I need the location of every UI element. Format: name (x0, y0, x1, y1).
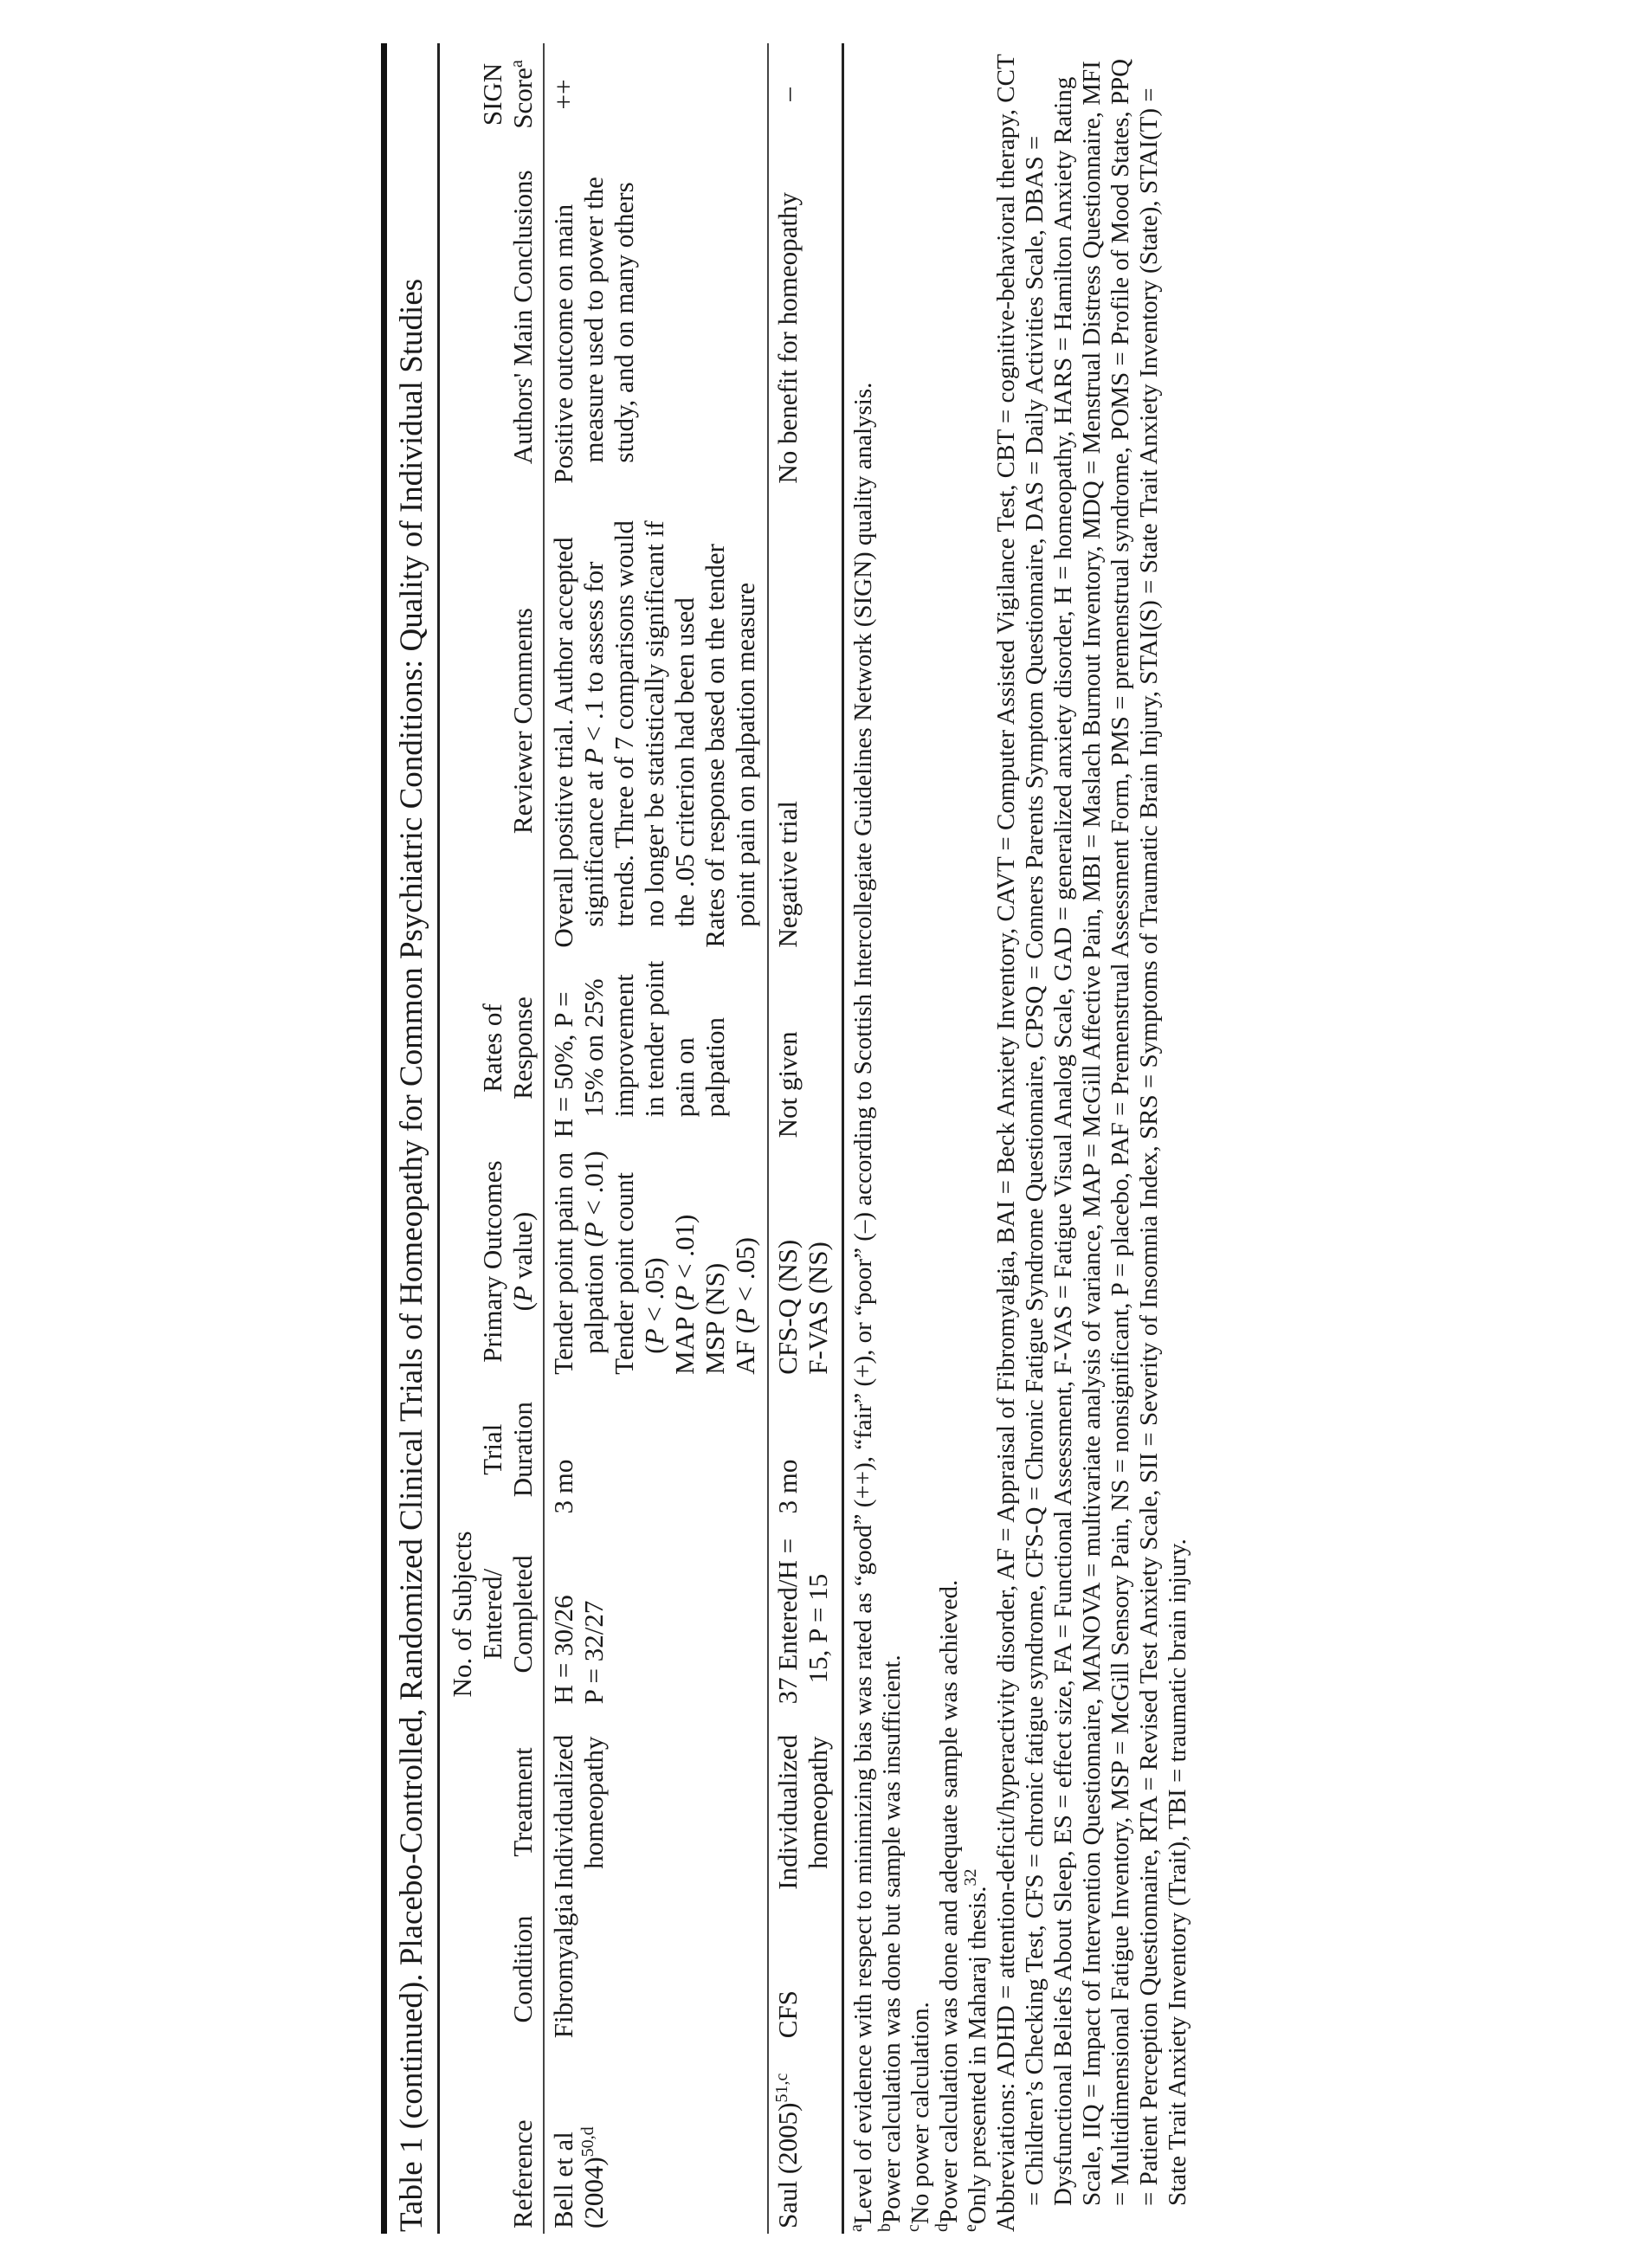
header-row (440, 43, 543, 2234)
studies-table (440, 43, 842, 2234)
table-title: Table 1 (continued). Placebo-Controlled, Randomized Clinical Trials of Homeopathy for Common Psychiatric Conditions: Quality of Individual Studies (394, 278, 429, 2232)
col-response: Rates of Response (477, 997, 538, 1100)
table-row (545, 43, 767, 2234)
cell-response: H = 50%, P = 15% on 25% improvement in tender point pain on palpation (548, 960, 730, 1138)
table-row (769, 43, 842, 2234)
col-outcomes: Primary Outcomes (P value) (477, 1160, 538, 1363)
cell-subjects: 37 Entered/H = 15, P = 15 (772, 1538, 833, 1705)
cell-conclusions: No benefit for homeopathy (772, 192, 803, 484)
cell-sign: – (772, 87, 803, 101)
cell-outcomes: Tender point pain on palpation (P < .01) Tender point count (P < .05) MAP (P < .01) MSP (NS) AF (P < .05) (548, 1151, 760, 1375)
cell-condition: CFS (772, 1990, 803, 2039)
col-reference: Reference (507, 2119, 538, 2228)
abbreviations: Abbreviations: ADHD = attention-deficit/hyperactivity disorder, AF = Appraisal of Fibromyalgia, BAI = Beck Anxiety Inventory, CAVT = Computer Assisted Vigilance Test, CBT = cognitive-behavioral therapy, CCT = Children’s Checking Test, CFS = chronic fatigue syndrome, CFS-Q = Chronic Fatigue Syndrome Questionnaire, CPSQ = Conners Parents Symptom Questionnaire, DAS = Daily Activities Scale, DBAS = Dysfunctional Beliefs About Sleep, ES = effect size, FA = Functional Assessment, F-VAS = Fatigue Visual Analog Scale, GAD = generalized anxiety disorder, H = homeopathy, HARS = Hamilton Anxiety Rating Scale, IIQ = Impact of Intervention Questionnaire, MANOVA = multivariate analysis of variance, MAP = McGill Affective Pain, MBI = Maslach Burnout Inventory, MDQ = Menstrual Distress Questionnaire, MFI = Multidimensional Fatigue Inventory, MSP = McGill Sensory Pain, NS = nonsignificant, P = placebo, PAF = Premenstrual Assessment Form, PMS = premenstrual syndrome, POMS = Profile of Mood States, PPQ = Patient Perception Questionnaire, RTA = Revised Test Anxiety Scale, SII = Severity of Insomnia Index, SRS = Symptoms of Traumatic Brain Injury, STAI(S) = State Trait Anxiety Inventory (State), STAI(T) = State Trait Anxiety Inventory (Trait), TBI = traumatic brain injury. (992, 54, 1191, 2232)
col-condition: Condition (507, 1915, 538, 2023)
cell-treatment: Individualized homeopathy (548, 1734, 609, 1890)
cell-sign: ++ (548, 79, 578, 110)
cell-subjects: H = 30/26 P = 32/27 (548, 1595, 609, 1705)
cell-reference: Bell et al $(2004)^{50,d}$ (548, 2126, 609, 2228)
footnote-c: $^c$No power calculation. (904, 2002, 934, 2232)
cell-comments: Overall positive trial. Author accepted significance at P < .1 to assess for trends. Three of 7 comparisons would no longer be statistically significant if the .05 criterion had been used Rates of response based on the tender point pain on palpation measure (548, 520, 760, 948)
cell-reference: Saul $(2005)^{51,c}$ (772, 2073, 803, 2228)
cell-outcomes: CFS-Q (NS) F-VAS (NS) (772, 1239, 833, 1375)
col-subjects: No. of Subjects Entered/ Completed (447, 1531, 538, 1698)
col-treatment: Treatment (507, 1747, 538, 1857)
footnote-a: $^a$Level of evidence with respect to minimizing bias was rated as “good” (++), “fair” (+), or “poor” (–) according to Scottish Intercollegiate Guidelines Network (SIGN) quality analysis. (847, 382, 877, 2232)
cell-condition: Fibromyalgia (548, 1893, 578, 2039)
cell-treatment: Individualized homeopathy (772, 1734, 833, 1890)
col-sign: SIGN Score$^a$ (477, 60, 538, 129)
col-comments: Reviewer Comments (507, 608, 538, 835)
cell-response: Not given (772, 1031, 803, 1138)
footnote-b: $^b$Power calculation was done but sample was insufficient. (875, 1654, 906, 2232)
cell-duration: 3 mo (772, 1459, 803, 1514)
col-duration: Trial Duration (477, 1402, 538, 1498)
top-rule (381, 43, 387, 2234)
cell-duration: 3 mo (548, 1459, 578, 1514)
footnote-d: $^d$Power calculation was done and adequate sample was achieved. (932, 1579, 963, 2232)
cell-comments: Negative trial (772, 801, 803, 948)
col-conclusions: Authors' Main Conclusions (507, 170, 538, 465)
footnotes (844, 43, 1192, 2234)
table-container (381, 43, 1192, 2234)
footnote-e: $^e$Only presented in Maharaj thesis.$^{32}$ (961, 1868, 991, 2232)
cell-conclusions: Positive outcome on main measure used to power the study, and on many others (548, 177, 639, 484)
